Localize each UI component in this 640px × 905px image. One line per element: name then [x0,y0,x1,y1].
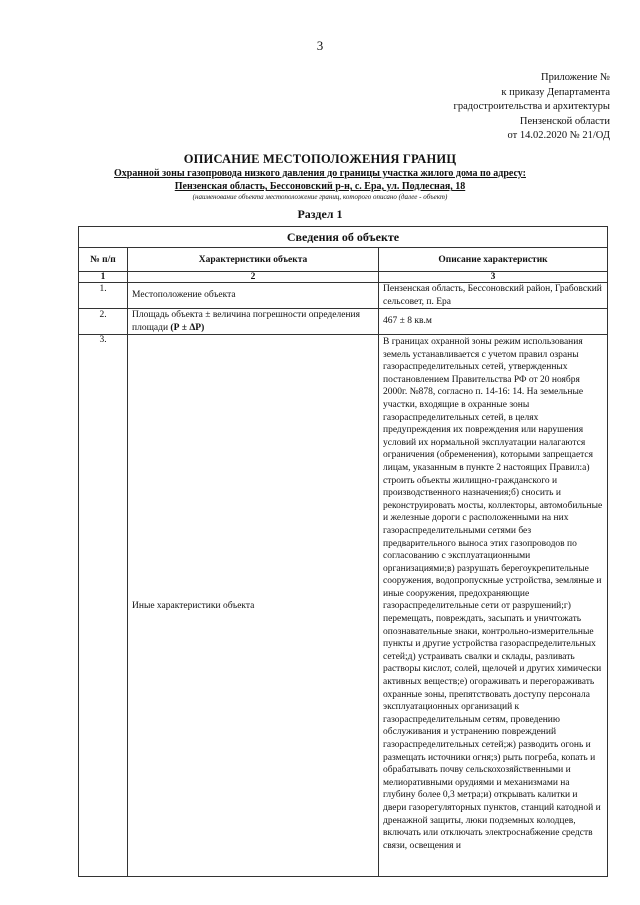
subtitle-text-2: Пензенская область, Бессоновский р-н, с. Ера, ул. Подлесная, 18 [174,181,466,192]
table-header-row [79,248,608,272]
table-title-row [79,227,608,248]
appendix-line: к приказу Департамента [501,86,610,98]
area-formula: (Р ± ΔР) [170,322,205,333]
table-row [79,309,608,335]
row-description: Пензенская область, Бессоновский район, Грабовский сельсовет, п. Ера [379,283,608,309]
subtitle-text-1: Охранной зоны газопровода низкого давления до границы участка жилого дома по адресу: [114,168,526,179]
row-characteristic: Иные характеристики объекта [128,335,379,877]
column-number: 3 [379,272,608,283]
appendix-block [454,71,610,144]
table-title: Сведения об объекте [79,227,608,248]
section-heading: Раздел 1 [297,207,343,221]
table-row [79,283,608,309]
appendix-line: от 14.02.2020 № 21/ОД [507,130,610,142]
column-number-row [79,272,608,283]
appendix-line: Приложение № [541,72,610,83]
header-description: Описание характеристик [379,248,608,272]
appendix-line: Пензенской области [519,115,610,127]
row-characteristic: Местоположение объекта [128,283,379,309]
header-num: № п/п [79,248,128,272]
document-title: ОПИСАНИЕ МЕСТОПОЛОЖЕНИЯ ГРАНИЦ [183,152,457,166]
row-characteristic-text: Площадь объекта ± величина погрешности определения площади [132,310,360,333]
column-number: 2 [128,272,379,283]
row-description: 467 ± 8 кв.м [379,309,608,335]
object-caption: (наименование объекта местоположение границ, которого описано (далее - объект) [192,193,448,201]
header-characteristic: Характеристики объекта [128,248,379,272]
table-row [79,335,608,877]
object-info-table [78,226,608,877]
row-num: 2. [79,309,128,335]
row-num: 3. [79,335,128,877]
subtitle-line-1 [0,168,640,179]
subtitle-line-2 [0,181,640,192]
appendix-line: градостроительства и архитектуры [453,101,610,113]
column-number: 1 [79,272,128,283]
row-num: 1. [79,283,128,309]
row-description: В границах охранной зоны режим использования земель устанавливается с учетом правил озраны газораспределительных сетей, утвержденных постановлением Правительства РФ от 20 ноября 2000г. №878, согласно п. 14-16: 14. На земельные участки, входящие в охранные зоны газораспределительных сетей, в целях предупреждения их повреждения или нарушения условий их нормальной эксплуатации налагаются ограничения (обременения), которыми запрещается лицам, указанным в пункте 2 настоящих Правил:а) строить объекты жилищно-гражданского и производственного назначения;б) сносить и реконструировать мосты, коллекторы, автомобильные и железные дороги с расположенными на них газораспределительными сетями без предварительного выноса этих газопроводов по согласованию с эксплуатационными организациями;в) разрушать берегоукрепительные сооружения, водопропускные устройства, земляные и иные сооружения, предохраняющие газораспределительные сети от разрушений;г) перемещать, повреждать, засыпать и уничтожать опознавательные знаки, контрольно-измерительные пункты и другие устройства газораспределительных сетей;д) устраивать свалки и склады, разливать растворы кислот, солей, щелочей и других химически активных веществ;е) огораживать и перегораживать охранные зоны, препятствовать доступу персонала эксплуатационных организаций к газораспределительным сетям, проведению обслуживания и устранению повреждений газораспределительных сетей;ж) разводить огонь и размещать источники огня;з) рыть погреба, копать и обрабатывать почву сельскохозяйственными и мелиоративными орудиями и механизмами на глубину более 0,3 метра;и) открывать калитки и двери газорегуляторных пунктов, станций катодной и дренажной защиты, люки подземных колодцев, включать или отключать электроснабжение средств связи, освещения и [379,335,608,877]
row-characteristic [128,309,379,335]
page-number: 3 [316,38,324,53]
